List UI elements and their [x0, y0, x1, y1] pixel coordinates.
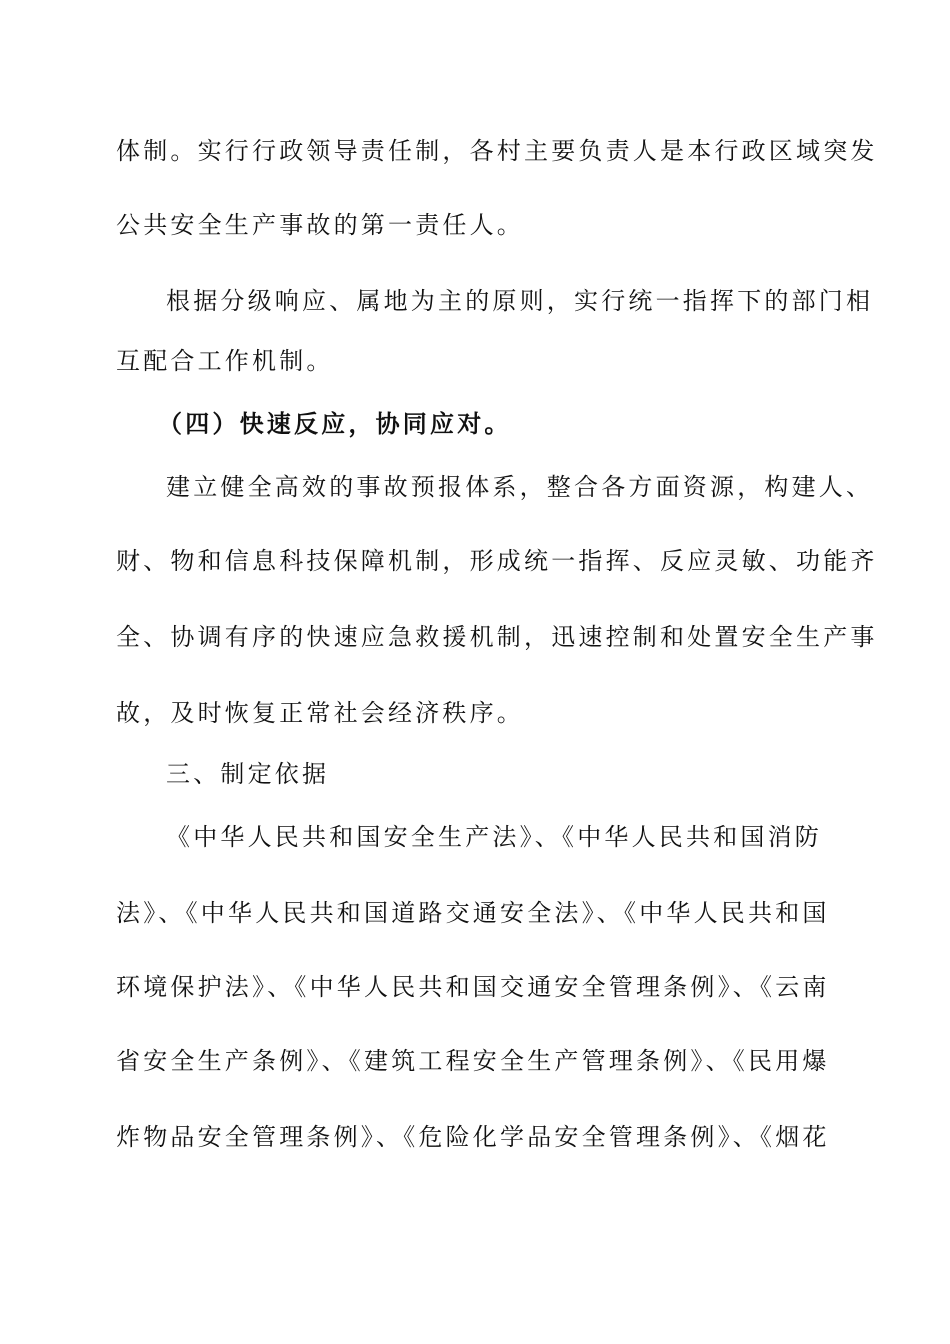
body-text-line: 炸物品安全管理条例》、《危险化学品安全管理条例》、《烟花 [116, 1123, 830, 1151]
body-text-line: 全、协调有序的快速应急救援机制，迅速控制和处置安全生产事 [116, 623, 878, 651]
body-text-line: 法》、《中华人民共和国道路交通安全法》、《中华人民共和国 [116, 899, 830, 927]
body-text-line: 财、物和信息科技保障机制，形成统一指挥、反应灵敏、功能齐 [116, 547, 878, 575]
section-heading: 三、制定依据 [166, 760, 330, 788]
paragraph-start-line: 根据分级响应、属地为主的原则，实行统一指挥下的部门相 [166, 287, 874, 315]
body-text-line: 体制。实行行政领导责任制，各村主要负责人是本行政区域突发 [116, 137, 878, 165]
body-text-line: 故，及时恢复正常社会经济秩序。 [116, 699, 524, 727]
body-text-line: 省安全生产条例》、《建筑工程安全生产管理条例》、《民用爆 [116, 1047, 830, 1075]
paragraph-start-line: 《中华人民共和国安全生产法》、《中华人民共和国消防 [166, 823, 822, 851]
section-subheading: （四）快速反应，协同应对。 [158, 409, 512, 438]
body-text-line: 环境保护法》、《中华人民共和国交通安全管理条例》、《云南 [116, 973, 830, 1001]
body-text-line: 公共安全生产事故的第一责任人。 [116, 211, 524, 239]
paragraph-start-line: 建立健全高效的事故预报体系，整合各方面资源，构建人、 [166, 473, 874, 501]
body-text-line: 互配合工作机制。 [116, 347, 334, 375]
